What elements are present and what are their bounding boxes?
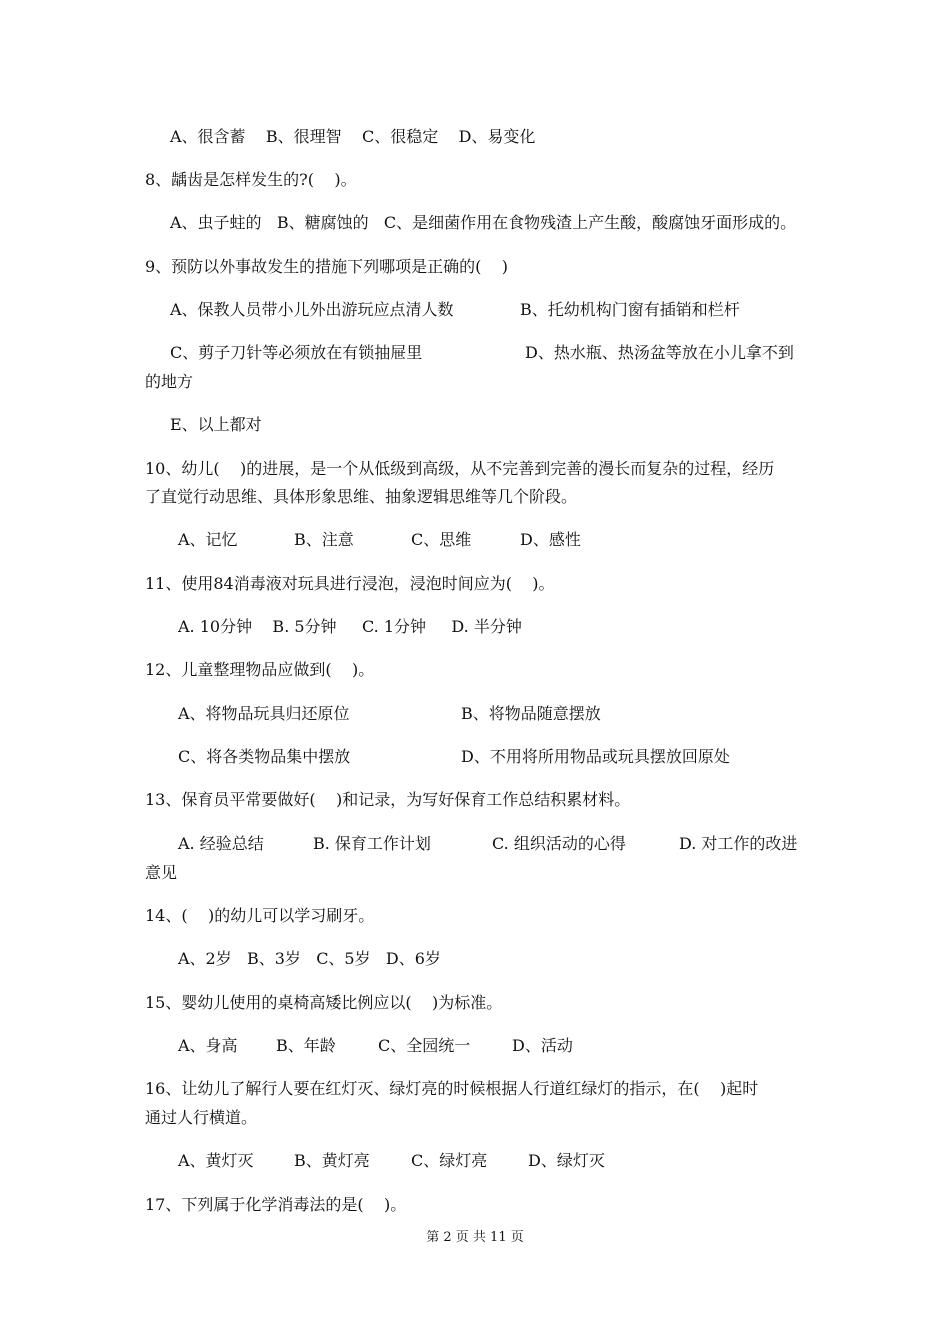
q8-question: 8、龋齿是怎样发生的?( )。 [145, 170, 357, 189]
q12-question: 12、儿童整理物品应做到( )。 [145, 660, 375, 679]
q15-option-c: C、全园统一 [378, 1036, 471, 1055]
q15-option-b: B、年龄 [276, 1036, 336, 1055]
q13-question: 13、保育员平常要做好( )和记录，为写好保育工作总结积累材料。 [145, 790, 631, 809]
q14-options: A、2岁 B、3岁 C、5岁 D、6岁 [178, 949, 441, 968]
q10-option-d: D、感性 [520, 530, 581, 549]
q9-option-b: B、托幼机构门窗有插销和栏杆 [520, 300, 740, 319]
q8-options: A、虫子蛀的 B、糖腐蚀的 C、是细菌作用在食物残渣上产生酸，酸腐蚀牙面形成的。 [170, 213, 797, 232]
q9-option-c: C、剪子刀针等必须放在有锁抽屉里 [170, 343, 423, 362]
q11-options: A. 10分钟 B. 5分钟 C. 1分钟 D. 半分钟 [178, 617, 522, 636]
page-footer: 第 2 页 共 11 页 [426, 1230, 524, 1245]
q16-option-d: D、绿灯灭 [528, 1151, 605, 1170]
q13-option-a: A. 经验总结 [178, 834, 264, 853]
q10-option-c: C、思维 [411, 530, 472, 549]
q9-option-a: A、保教人员带小儿外出游玩应点清人数 [170, 300, 454, 319]
q13-option-b: B. 保育工作计划 [313, 834, 431, 853]
q14-question: 14、( )的幼儿可以学习刷牙。 [145, 906, 375, 925]
q13-option-d-cont: 意见 [145, 863, 178, 882]
q12-option-c: C、将各类物品集中摆放 [178, 747, 351, 766]
q9-option-d: D、热水瓶、热汤盆等放在小儿拿不到 [525, 343, 794, 362]
q15-question: 15、婴幼儿使用的桌椅高矮比例应以( )为标准。 [145, 993, 503, 1012]
q17-question: 17、下列属于化学消毒法的是( )。 [145, 1195, 407, 1214]
q13-option-d: D. 对工作的改进 [679, 834, 798, 853]
q16-option-c: C、绿灯亮 [411, 1151, 488, 1170]
q16-option-b: B、黄灯亮 [294, 1151, 370, 1170]
q10-option-b: B、注意 [294, 530, 354, 549]
q9-option-e: E、以上都对 [170, 415, 262, 434]
q15-option-a: A、身高 [178, 1036, 238, 1055]
q12-option-a: A、将物品玩具归还原位 [178, 704, 350, 723]
q12-option-d: D、不用将所用物品或玩具摆放回原处 [461, 747, 730, 766]
q7-options: A、很含蓄 B、很理智 C、很稳定 D、易变化 [170, 127, 536, 146]
q16-option-a: A、黄灯灭 [178, 1151, 254, 1170]
q16-question-cont: 通过人行横道。 [145, 1108, 258, 1127]
q9-question: 9、预防以外事故发生的措施下列哪项是正确的( ) [145, 257, 509, 276]
q10-question-cont: 了直觉行动思维、具体形象思维、抽象逻辑思维等几个阶段。 [145, 487, 578, 506]
q10-option-a: A、记忆 [178, 530, 238, 549]
q16-question: 16、让幼儿了解行人要在红灯灭、绿灯亮的时候根据人行道红绿灯的指示，在( )起时 [145, 1079, 759, 1098]
q11-question: 11、使用84消毒液对玩具进行浸泡，浸泡时间应为( )。 [145, 574, 555, 593]
q9-option-d-cont: 的地方 [145, 372, 194, 391]
q10-question: 10、幼儿( )的进展，是一个从低级到高级，从不完善到完善的漫长而复杂的过程，经历 [145, 459, 775, 478]
q15-option-d: D、活动 [512, 1036, 573, 1055]
q12-option-b: B、将物品随意摆放 [461, 704, 601, 723]
q13-option-c: C. 组织活动的心得 [492, 834, 626, 853]
